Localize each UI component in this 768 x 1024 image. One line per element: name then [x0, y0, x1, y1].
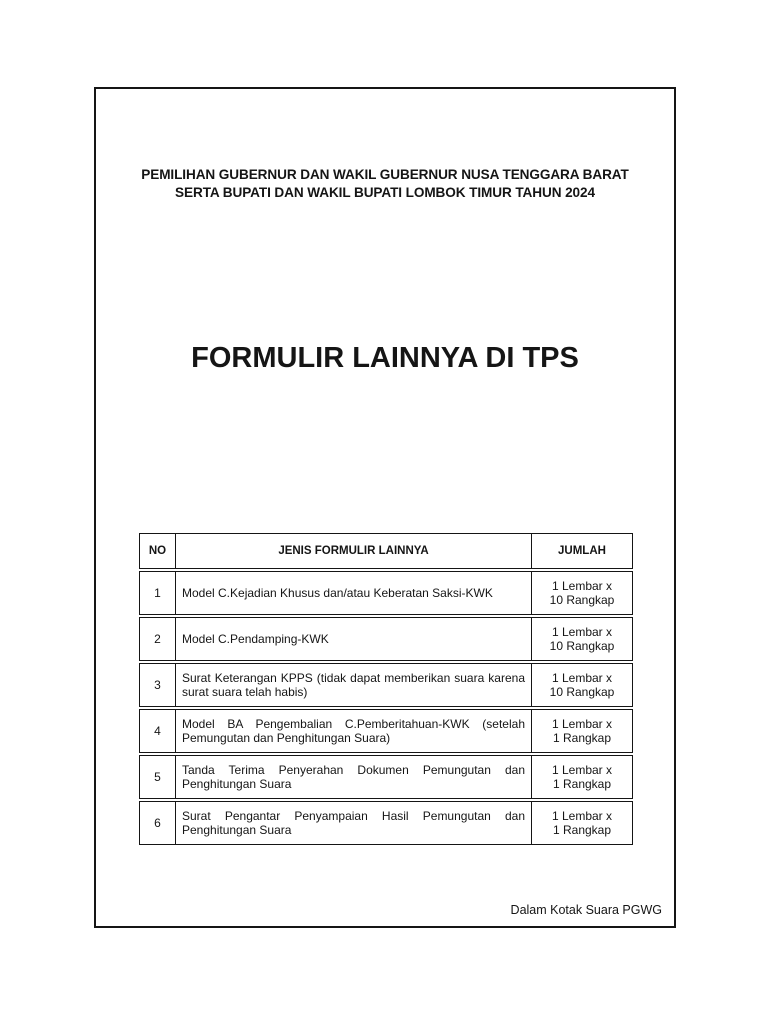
form-quantity — [532, 708, 633, 754]
quantity-copies: 1 Rangkap — [552, 777, 612, 791]
table-row — [140, 662, 633, 708]
header-line-2: SERTA BUPATI DAN WAKIL BUPATI LOMBOK TIMUR TAHUN 2024 — [175, 185, 595, 200]
column-header-no: NO — [140, 534, 176, 571]
form-quantity — [532, 616, 633, 662]
quantity-sheets: 1 Lembar x — [551, 579, 613, 593]
table-header-row — [140, 534, 633, 571]
form-type: Surat Keterangan KPPS (tidak dapat memberikan suara karena surat suara telah habis) — [176, 662, 532, 708]
table-row — [140, 754, 633, 800]
form-quantity — [532, 570, 633, 616]
quantity-copies: 1 Rangkap — [552, 731, 612, 745]
page-title: FORMULIR LAINNYA DI TPS — [191, 342, 579, 374]
form-quantity — [532, 754, 633, 800]
footer-note: Dalam Kotak Suara PGWG — [510, 903, 662, 917]
quantity-sheets: 1 Lembar x — [551, 671, 613, 685]
form-type: Model C.Pendamping-KWK — [176, 616, 532, 662]
row-number: 1 — [140, 570, 176, 616]
column-header-jumlah: JUMLAH — [532, 534, 633, 571]
quantity-copies: 10 Rangkap — [549, 685, 615, 699]
table-row — [140, 616, 633, 662]
quantity-sheets: 1 Lembar x — [551, 717, 613, 731]
quantity-sheets: 1 Lembar x — [551, 809, 613, 823]
form-type: Surat Pengantar Penyampaian Hasil Pemungutan dan Penghitungan Suara — [176, 800, 532, 845]
table-row — [140, 800, 633, 845]
header-line-1: PEMILIHAN GUBERNUR DAN WAKIL GUBERNUR NUSA TENGGARA BARAT — [141, 167, 629, 182]
quantity-copies: 1 Rangkap — [552, 823, 612, 837]
form-quantity — [532, 800, 633, 845]
document-header — [94, 166, 676, 202]
row-number: 6 — [140, 800, 176, 845]
table-row — [140, 570, 633, 616]
row-number: 2 — [140, 616, 176, 662]
form-type: Model C.Kejadian Khusus dan/atau Keberatan Saksi-KWK — [176, 570, 532, 616]
quantity-copies: 10 Rangkap — [549, 593, 615, 607]
forms-table — [139, 533, 633, 845]
form-type: Model BA Pengembalian C.Pemberitahuan-KWK (setelah Pemungutan dan Penghitungan Suara) — [176, 708, 532, 754]
quantity-sheets: 1 Lembar x — [551, 763, 613, 777]
quantity-sheets: 1 Lembar x — [551, 625, 613, 639]
row-number: 4 — [140, 708, 176, 754]
form-type: Tanda Terima Penyerahan Dokumen Pemungutan dan Penghitungan Suara — [176, 754, 532, 800]
row-number: 3 — [140, 662, 176, 708]
column-header-jenis: JENIS FORMULIR LAINNYA — [176, 534, 532, 571]
row-number: 5 — [140, 754, 176, 800]
quantity-copies: 10 Rangkap — [549, 639, 615, 653]
form-quantity — [532, 662, 633, 708]
table-row — [140, 708, 633, 754]
